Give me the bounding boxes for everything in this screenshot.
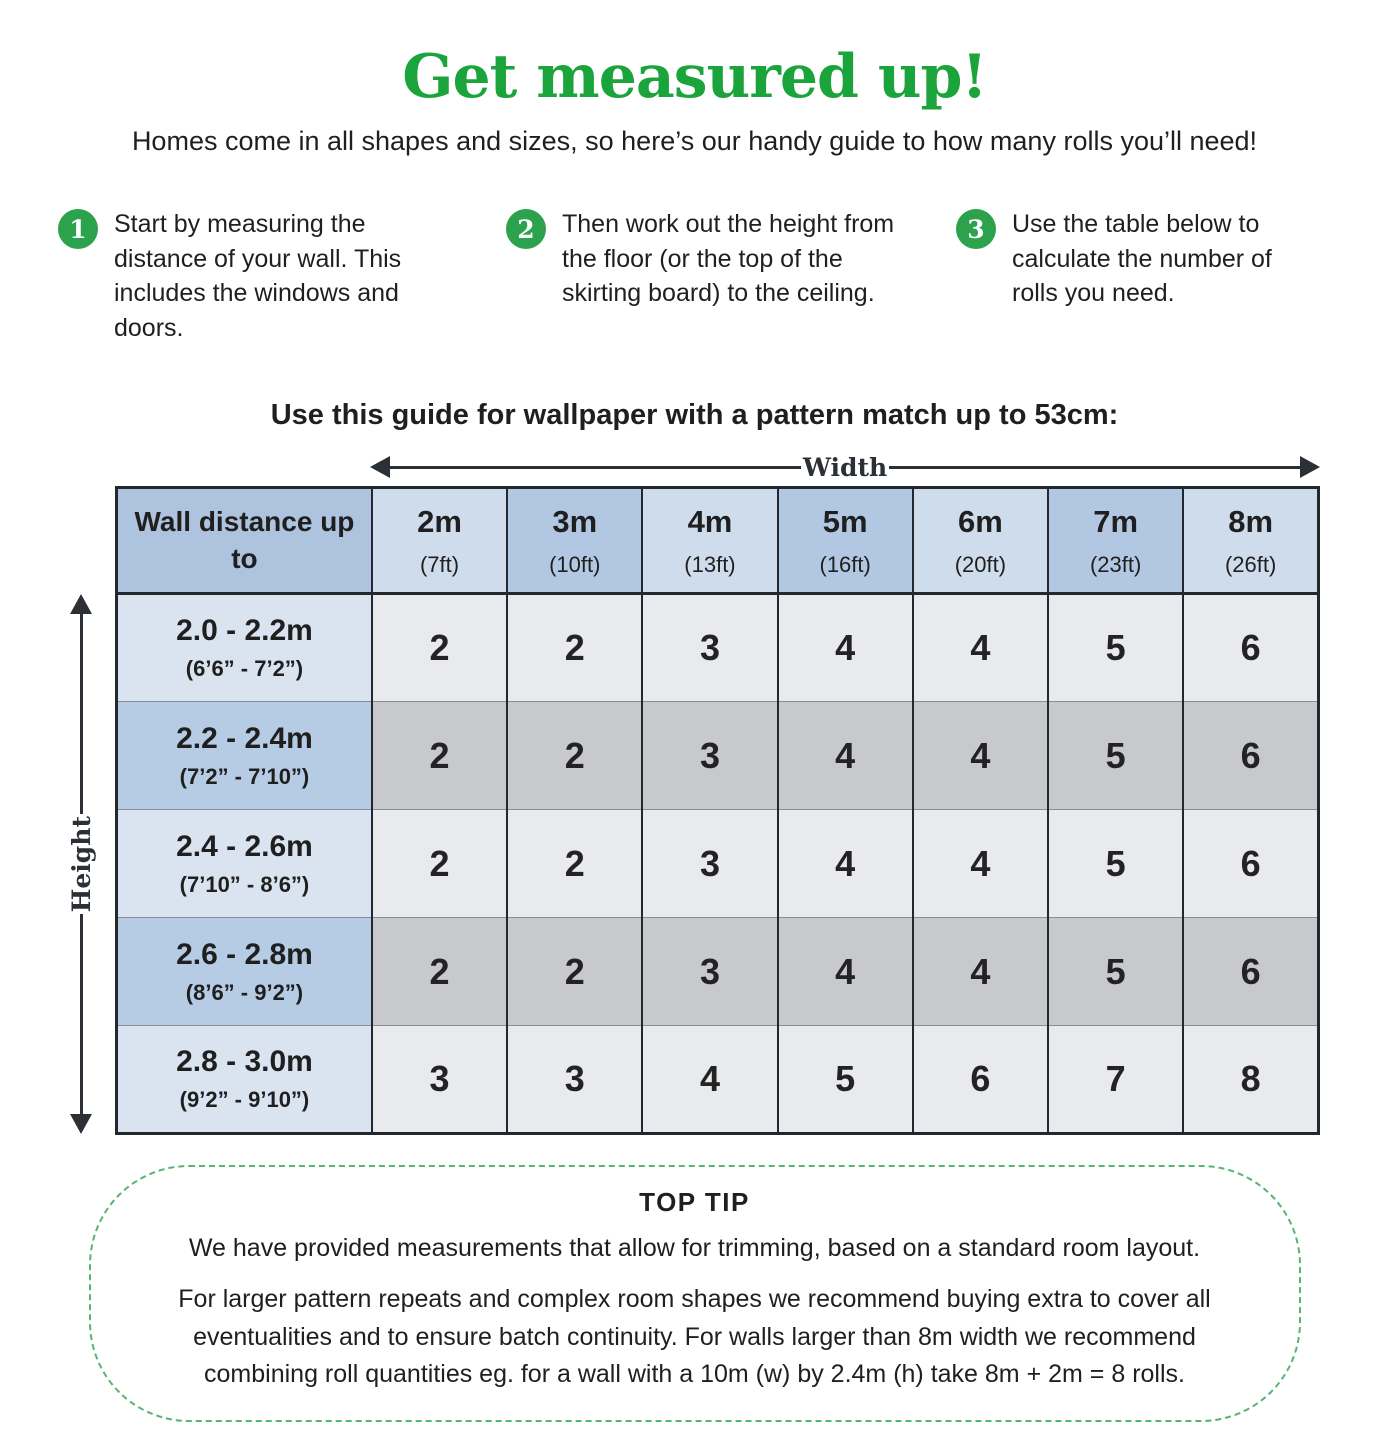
- steps-row: [0, 207, 1389, 345]
- width-column-header: [372, 488, 507, 594]
- column-feet-label: (10ft): [549, 551, 601, 577]
- arrow-up-head-icon: [70, 594, 92, 614]
- height-arrow-line: [80, 614, 83, 814]
- width-axis-label: Width: [802, 452, 888, 482]
- width-arrow-line: [889, 466, 1300, 469]
- guide-note: Use this guide for wallpaper with a pattern match up to 53cm:: [270, 399, 1119, 431]
- row-range-label: 2.6 - 2.8m: [176, 937, 313, 971]
- row-label-cell: [117, 918, 372, 1026]
- roll-count-cell: 6: [1183, 810, 1318, 918]
- row-range-label: 2.0 - 2.2m: [176, 614, 313, 647]
- column-feet-label: (26ft): [1224, 551, 1277, 577]
- roll-count-cell: 3: [642, 810, 777, 918]
- width-column-header: [778, 488, 913, 594]
- step-number-badge: [956, 209, 996, 249]
- roll-count-cell: 4: [778, 918, 913, 1026]
- roll-count-cell: 2: [507, 702, 642, 810]
- width-column-header: [1048, 488, 1183, 594]
- row-imperial-label: (7’2” - 7’10”): [179, 763, 310, 789]
- height-arrow-line: [80, 914, 83, 1114]
- table-row: [117, 918, 1319, 1026]
- roll-count-cell: 4: [642, 1026, 777, 1134]
- width-column-header: [913, 488, 1048, 594]
- table-row: [117, 702, 1319, 810]
- row-label-cell: [117, 810, 372, 918]
- row-label-cell: [117, 594, 372, 702]
- table-header-row: [117, 488, 1319, 594]
- roll-count-cell: 3: [507, 1026, 642, 1134]
- roll-count-cell: 4: [913, 810, 1048, 918]
- step-number: 3: [967, 214, 985, 244]
- column-feet-label: (7ft): [419, 551, 460, 577]
- top-tip-line1: We have provided measurements that allow for trimming, based on a standard room layout.: [188, 1234, 1201, 1262]
- roll-count-cell: 4: [913, 918, 1048, 1026]
- roll-count-cell: 4: [778, 702, 913, 810]
- table-row: [117, 810, 1319, 918]
- roll-count-cell: 4: [778, 594, 913, 702]
- table-row: [117, 594, 1319, 702]
- roll-count-cell: 5: [778, 1026, 913, 1134]
- step-number-badge: [506, 209, 546, 249]
- corner-header-cell: Wall distance up to: [117, 488, 372, 594]
- row-imperial-label: (7’10” - 8’6”): [179, 871, 310, 897]
- roll-count-cell: 2: [507, 810, 642, 918]
- step-item-3: [956, 207, 1316, 345]
- width-arrow: [370, 454, 1320, 480]
- roll-count-cell: 2: [372, 810, 507, 918]
- roll-count-cell: 3: [642, 918, 777, 1026]
- rolls-table-zone: [0, 454, 1389, 1135]
- column-width-label: 3m: [552, 503, 598, 539]
- roll-count-cell: 3: [642, 702, 777, 810]
- roll-count-cell: 4: [913, 702, 1048, 810]
- row-range-label: 2.2 - 2.4m: [176, 721, 313, 755]
- height-arrow: [64, 594, 98, 1134]
- height-axis-label: Height: [66, 815, 96, 913]
- column-width-label: 7m: [1093, 503, 1139, 539]
- column-width-label: 2m: [417, 503, 462, 539]
- row-label-cell: [117, 702, 372, 810]
- width-column-header: [507, 488, 642, 594]
- column-width-label: 5m: [822, 503, 868, 539]
- column-feet-label: (23ft): [1089, 551, 1142, 577]
- row-label-cell: [117, 1026, 372, 1134]
- roll-count-cell: 7: [1048, 1026, 1183, 1134]
- step-text: Start by measuring the distance of your wall. This includes the windows and doors.: [114, 210, 402, 342]
- roll-count-cell: 6: [1183, 918, 1318, 1026]
- width-column-header: [1183, 488, 1318, 594]
- step-item-2: [506, 207, 906, 345]
- roll-count-cell: 6: [913, 1026, 1048, 1134]
- step-text: Use the table below to calculate the number of rolls you need.: [1012, 210, 1272, 307]
- roll-count-cell: 5: [1048, 810, 1183, 918]
- row-imperial-label: (6’6” - 7’2”): [185, 656, 304, 681]
- step-item-1: [58, 207, 450, 345]
- roll-count-cell: 2: [372, 918, 507, 1026]
- roll-count-cell: 8: [1183, 1026, 1318, 1134]
- top-tip-line2: For larger pattern repeats and complex room shapes we recommend buying extra to cover all eventualities and to ensure batch continuity. For walls larger than 8m width we recommend combining roll quantities eg. for a wall with a 10m (w) by 2.4m (h) take 8m + 2m = 8 rolls.: [178, 1285, 1211, 1388]
- top-tip-box: [89, 1165, 1301, 1422]
- table-row: [117, 1026, 1319, 1134]
- roll-count-cell: 3: [642, 594, 777, 702]
- row-range-label: 2.4 - 2.6m: [176, 829, 313, 863]
- column-width-label: 8m: [1228, 503, 1274, 539]
- column-width-label: 4m: [687, 503, 733, 539]
- row-imperial-label: (8’6” - 9’2”): [185, 979, 304, 1005]
- roll-count-cell: 4: [778, 810, 913, 918]
- roll-count-cell: 6: [1183, 594, 1318, 702]
- step-number: 2: [517, 214, 535, 244]
- arrow-down-head-icon: [70, 1114, 92, 1134]
- step-number: 1: [69, 214, 87, 244]
- width-arrow-line: [390, 466, 801, 469]
- column-width-label: 6m: [958, 503, 1003, 539]
- roll-count-cell: 5: [1048, 702, 1183, 810]
- roll-count-cell: 5: [1048, 918, 1183, 1026]
- row-imperial-label: (9’2” - 9’10”): [179, 1087, 310, 1112]
- roll-count-cell: 3: [372, 1026, 507, 1134]
- page-title: Get measured up!: [402, 42, 987, 112]
- width-column-header: [642, 488, 777, 594]
- roll-count-cell: 6: [1183, 702, 1318, 810]
- rolls-table: [115, 486, 1320, 1135]
- step-text: Then work out the height from the floor (or the top of the skirting board) to the ceiling.: [562, 210, 895, 307]
- arrow-left-head-icon: [370, 456, 390, 478]
- roll-count-cell: 2: [372, 594, 507, 702]
- column-feet-label: (20ft): [954, 551, 1007, 577]
- roll-count-cell: 2: [372, 702, 507, 810]
- roll-count-cell: 5: [1048, 594, 1183, 702]
- row-range-label: 2.8 - 3.0m: [176, 1045, 313, 1078]
- column-feet-label: (16ft): [819, 551, 871, 577]
- top-tip-heading: TOP TIP: [639, 1187, 750, 1217]
- roll-count-cell: 2: [507, 594, 642, 702]
- roll-count-cell: 4: [913, 594, 1048, 702]
- page-subtitle: Homes come in all shapes and sizes, so here’s our handy guide to how many rolls you’ll need!: [131, 126, 1258, 156]
- arrow-right-head-icon: [1300, 456, 1320, 478]
- column-feet-label: (13ft): [684, 551, 736, 577]
- roll-count-cell: 2: [507, 918, 642, 1026]
- step-number-badge: [58, 209, 98, 249]
